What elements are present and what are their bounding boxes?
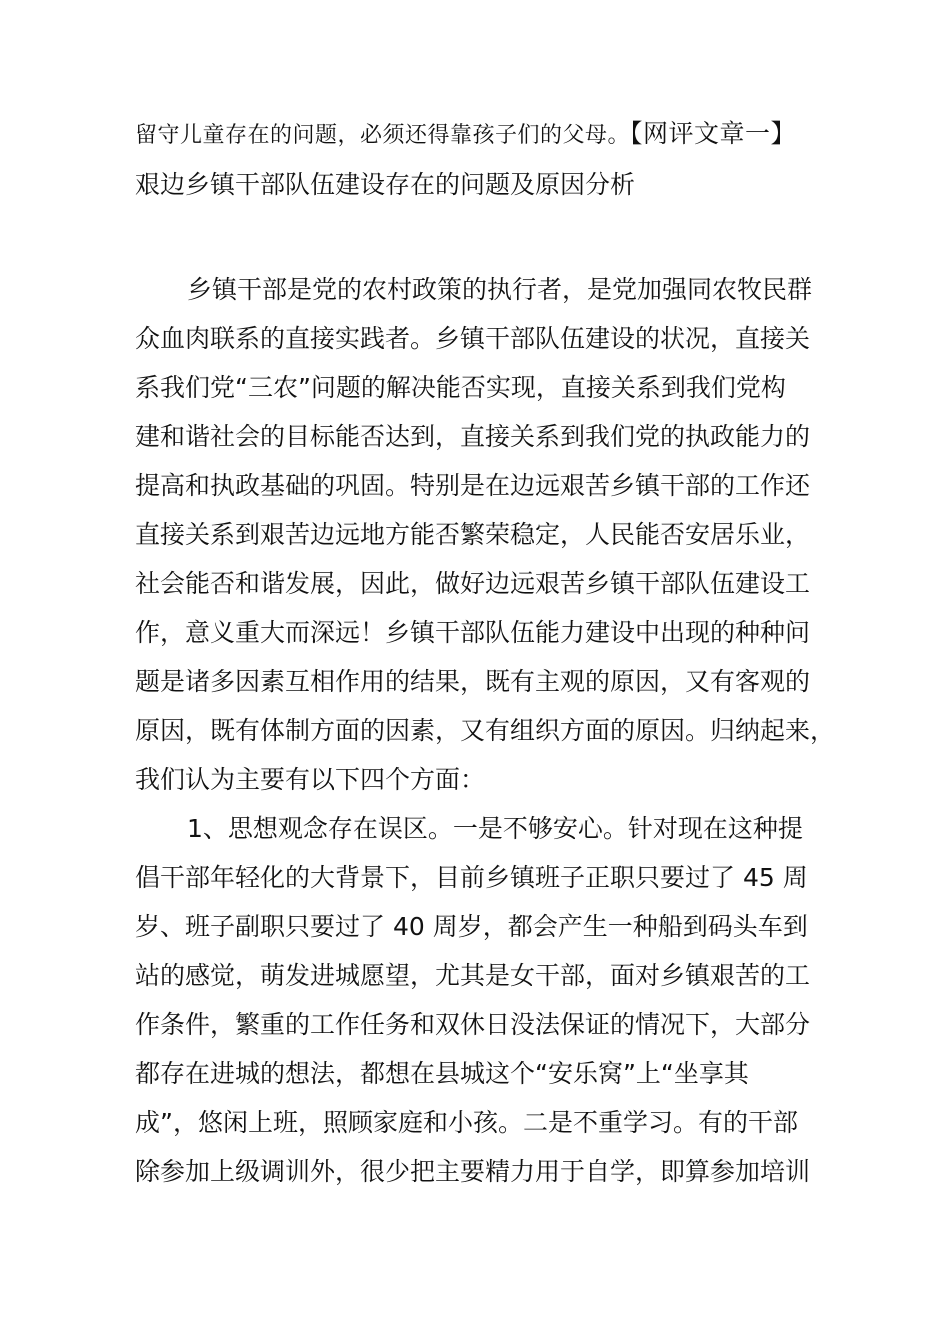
article-body — [135, 265, 835, 1196]
previous-article-text: 留守儿童存在的问题，必须还得靠孩子们的父母。 — [135, 123, 631, 148]
paragraph-line: 提高和执政基础的巩固。特别是在边远艰苦乡镇干部的工作还 — [135, 471, 811, 500]
paragraph-line: 除参加上级调训外，很少把主要精力用于自学，即算参加培训 — [135, 1157, 811, 1186]
article-section-label: 【网评文章一】 — [630, 119, 797, 148]
paragraph-line: 题是诸多因素互相作用的结果，既有主观的原因，又有客观的 — [135, 667, 811, 696]
paragraph-line: 成”，悠闲上班，照顾家庭和小孩。二是不重学习。有的干部 — [135, 1108, 798, 1137]
paragraph-line: 乡镇干部是党的农村政策的执行者，是党加强同农牧民群 — [187, 275, 813, 304]
paragraph-line: 我们认为主要有以下四个方面： — [135, 765, 486, 794]
paragraph-line: 1、思想观念存在误区。一是不够安心。针对现在这种提 — [187, 814, 803, 843]
paragraph-line: 原因，既有体制方面的因素，又有组织方面的原因。归纳起来， — [135, 716, 836, 745]
paragraph-line: 直接关系到艰苦边远地方能否繁荣稳定，人民能否安居乐业， — [135, 520, 811, 549]
paragraph-line: 倡干部年轻化的大背景下，目前乡镇班子正职只要过了 45 周 — [135, 863, 808, 892]
paragraph-line: 系我们党“三农”问题的解决能否实现，直接关系到我们党构 — [135, 373, 786, 402]
paragraph-line: 岁、班子副职只要过了 40 周岁，都会产生一种船到码头车到 — [135, 912, 808, 941]
paragraph-line: 建和谐社会的目标能否达到，直接关系到我们党的执政能力的 — [135, 422, 811, 451]
article-title: 艰边乡镇干部队伍建设存在的问题及原因分析 — [135, 170, 636, 199]
paragraph-line: 站的感觉，萌发进城愿望，尤其是女干部，面对乡镇艰苦的工 — [135, 961, 811, 990]
paragraph-line: 作条件，繁重的工作任务和双休日没法保证的情况下，大部分 — [135, 1010, 811, 1039]
paragraph-line: 社会能否和谐发展，因此，做好边远艰苦乡镇干部队伍建设工 — [135, 569, 811, 598]
paragraph-line: 作，意义重大而深远！乡镇干部队伍能力建设中出现的种种问 — [135, 618, 811, 647]
paragraph-line: 众血肉联系的直接实践者。乡镇干部队伍建设的状况，直接关 — [135, 324, 811, 353]
paragraph-line: 都存在进城的想法，都想在县城这个“安乐窝”上“坐享其 — [135, 1059, 749, 1088]
previous-article-ending — [135, 121, 796, 147]
